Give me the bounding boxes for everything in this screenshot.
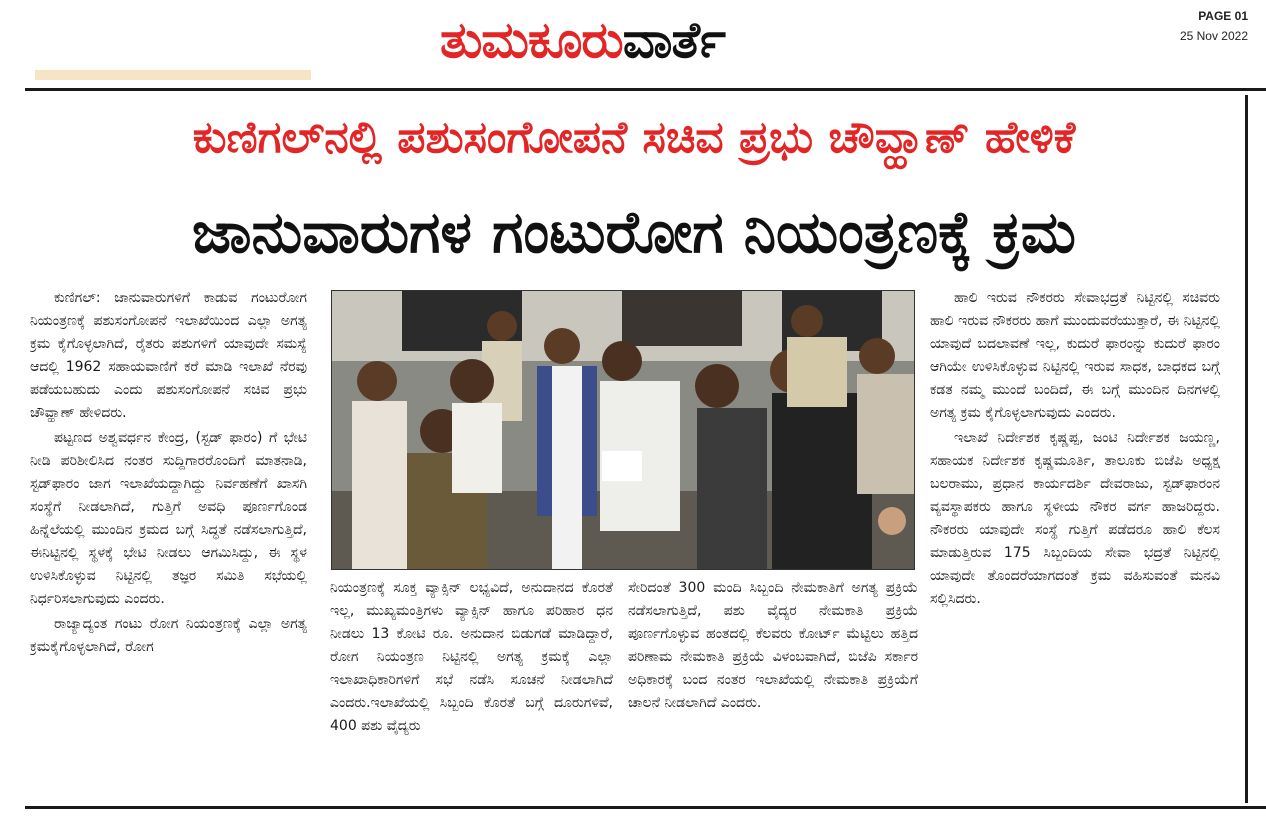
paragraph: ಸೇರಿದಂತೆ 300 ಮಂದಿ ಸಿಬ್ಬಂದಿ ನೇಮಕಾತಿಗೆ ಅಗತ್ಯ ಪ್ರಕ್ರಿಯೆ ನಡೆಸಲಾಗುತ್ತಿದೆ, ಪಶು ವೈದ್ಯರ ನೇಮಕಾತಿ ಪ್ರಕ್ರಿಯೆ ಪೂರ್ಣಗೊಳ್ಳುವ ಹಂತದಲ್ಲಿ ಕೆಲವರು ಕೋರ್ಟ್ ಮೆಟ್ಟಿಲು ಹತ್ತಿದ ಪರಿಣಾಮ ನೇಮಕಾತಿ ಪ್ರಕ್ರಿಯೆ ವಿಳಂಬವಾಗಿದೆ, ಬಿಜೆಪಿ ಸರ್ಕಾರ ಅಧಿಕಾರಕ್ಕೆ ಬಂದ ನಂತರ ಇಲಾಖೆಯಲ್ಲಿ ನೇಮಕಾತಿ ಪ್ರಕ್ರಿಯೆಗೆ ಚಾಲನೆ ನೀಡಲಾಗಿದೆ ಎಂದರು. bbox=[628, 580, 918, 711]
newspaper-logo bbox=[440, 8, 830, 72]
article-kicker: ಕುಣಿಗಲ್‌ನಲ್ಲಿ ಪಶುಸಂಗೋಪನೆ ಸಚಿವ ಪ್ರಭು ಚೌವ್ಹಾಣ್ ಹೇಳಿಕೆ bbox=[192, 112, 1076, 163]
decorative-strip bbox=[35, 70, 311, 80]
article-column-3 bbox=[628, 577, 918, 802]
paragraph: ಕುಣಿಗಲ್: ಜಾನುವಾರುಗಳಿಗೆ ಕಾಡುವ ಗಂಟುರೋಗ ನಿಯಂತ್ರಣಕ್ಕೆ ಪಶುಸಂಗೋಪನೆ ಇಲಾಖೆಯಿಂದ ಎಲ್ಲಾ ಅಗತ್ಯ ಕ್ರಮ ಕೈಗೊಳ್ಳಲಾಗಿದೆ, ರೈತರು ಪಶುಗಳಿಗೆ ಯಾವುದೇ ಸಮಸ್ಯೆ ಆದಲ್ಲಿ 1962 ಸಹಾಯವಾಣಿಗೆ ಕರೆ ಮಾಡಿ ಇಲಾಖೆ ನೆರವು ಪಡೆಯಬಹುದು ಎಂದು ಪಶುಸಂಗೋಪನೆ ಸಚಿವ ಪ್ರಭು ಚೌವ್ಹಾಣ್ ಹೇಳಿದರು. bbox=[30, 290, 307, 421]
right-border-rule bbox=[1245, 95, 1248, 803]
header-divider bbox=[25, 88, 1266, 91]
page-info bbox=[1180, 6, 1248, 46]
article-column-2 bbox=[330, 577, 613, 802]
paragraph: ಪಟ್ಟಣದ ಅಶ್ವವರ್ಧನ ಕೇಂದ್ರ, (ಸ್ಟಡ್ ಫಾರಂ) ಗೆ ಭೇಟಿ ನೀಡಿ ಪರಿಶೀಲಿಸಿದ ನಂತರ ಸುದ್ದಿಗಾರರೊಂದಿಗೆ ಮಾತನಾಡಿ, ಸ್ಟಡ್‌ಫಾರಂ ಜಾಗ ಇಲಾಖೆಯದ್ದಾಗಿದ್ದು ನಿರ್ವಹಣೆಗೆ ಖಾಸಗಿ ಸಂಸ್ಥೆಗೆ ನೀಡಲಾಗಿದೆ, ಗುತ್ತಿಗೆ ಅವಧಿ ಪೂರ್ಣಗೊಂಡ ಹಿನ್ನೆಲೆಯಲ್ಲಿ ಮುಂದಿನ ಕ್ರಮದ ಬಗ್ಗೆ ಸಿದ್ಧತೆ ನಡೆಸಲಾಗುತ್ತಿದೆ, ಈನಿಟ್ಟಿನಲ್ಲಿ ಸ್ಥಳಕ್ಕೆ ಭೇಟಿ ನೀಡಲು ಆಗಮಿಸಿದ್ದು, ಈ ಸ್ಥಳ ಉಳಿಸಿಕೊಳ್ಳುವ ನಿಟ್ಟಿನಲ್ಲಿ ತಜ್ಞರ ಸಮಿತಿ ಸಭೆಯಲ್ಲಿ ನಿರ್ಧರಿಸಲಾಗುವುದು ಎಂದರು. bbox=[30, 430, 307, 607]
group-photo-illustration bbox=[332, 291, 914, 569]
paragraph: ರಾಜ್ಯಾದ್ಯಂತ ಗಂಟು ರೋಗ ನಿಯಂತ್ರಣಕ್ಕೆ ಎಲ್ಲಾ ಅಗತ್ಯ ಕ್ರಮಕೈಗೊಳ್ಳಲಾಗಿದೆ, ರೋಗ bbox=[30, 616, 307, 655]
article-headline: ಜಾನುವಾರುಗಳ ಗಂಟುರೋಗ ನಿಯಂತ್ರಣಕ್ಕೆ ಕ್ರಮ bbox=[192, 198, 1076, 266]
article-column-1 bbox=[30, 287, 307, 787]
footer-divider bbox=[25, 806, 1266, 809]
paragraph: ನಿಯಂತ್ರಣಕ್ಕೆ ಸೂಕ್ತ ವ್ಯಾಕ್ಸಿನ್ ಲಭ್ಯವಿದೆ, ಅನುದಾನದ ಕೊರತೆ ಇಲ್ಲ, ಮುಖ್ಯಮಂತ್ರಿಗಳು ವ್ಯಾಕ್ಸಿನ್ ಹಾಗೂ ಪರಿಹಾರ ಧನ ನೀಡಲು 13 ಕೋಟಿ ರೂ. ಅನುದಾನ ಬಿಡುಗಡೆ ಮಾಡಿದ್ದಾರೆ, ರೋಗ ನಿಯಂತ್ರಣ ನಿಟ್ಟಿನಲ್ಲಿ ಅಗತ್ಯ ಕ್ರಮಕ್ಕೆ ಎಲ್ಲಾ ಇಲಾಖಾಧಿಕಾರಿಗಳಿಗೆ ಸಭೆ ನಡೆಸಿ ಸೂಚನೆ ನೀಡಲಾಗಿದೆ ಎಂದರು.ಇಲಾಖೆಯಲ್ಲಿ ಸಿಬ್ಬಂದಿ ಕೊರತೆ ಬಗ್ಗೆ ದೂರುಗಳಿವೆ, 400 ಪಶು ವೈದ್ಯರು bbox=[330, 580, 613, 734]
paragraph: ಇಲಾಖೆ ನಿರ್ದೇಶಕ ಕೃಷ್ಣಪ್ಪ, ಜಂಟಿ ನಿರ್ದೇಶಕ ಜಯಣ್ಣ, ಸಹಾಯಕ ನಿರ್ದೇಶಕ ಕೃಷ್ಣಮೂರ್ತಿ, ತಾಲೂಕು ಬಿಜೆಪಿ ಅಧ್ಯಕ್ಷ ಬಲರಾಮು, ಪ್ರಧಾನ ಕಾರ್ಯದರ್ಶಿ ದೇವರಾಜು, ಸ್ಟಡ್‌ಫಾರಂನ ವ್ಯವಸ್ಥಾಪಕರು ಹಾಗೂ ಸ್ಥಳೀಯ ನೌಕರ ವರ್ಗ ಹಾಜರಿದ್ದರು. ನೌಕರರು ಯಾವುದೇ ಸಂಸ್ಥೆ ಗುತ್ತಿಗೆ ಪಡೆದರೂ ಹಾಲಿ ಕೆಲಸ ಮಾಡುತ್ತಿರುವ 175 ಸಿಬ್ಬಂದಿಯ ಸೇವಾ ಭದ್ರತೆ ನಿಟ್ಟಿನಲ್ಲಿ ಯಾವುದೇ ತೊಂದರೆಯಾಗದಂತೆ ಕ್ರಮ ವಹಿಸುವಂತೆ ಮನವಿ ಸಲ್ಲಿಸಿದರು. bbox=[930, 430, 1220, 607]
masthead bbox=[0, 0, 1266, 88]
logo-part-black: ವಾರ್ತೆ bbox=[622, 11, 725, 69]
paragraph: ಹಾಲಿ ಇರುವ ನೌಕರರು ಸೇವಾಭದ್ರತೆ ನಿಟ್ಟಿನಲ್ಲಿ ಸಚಿವರು ಹಾಲಿ ಇರುವ ನೌಕರರು ಹಾಗೆ ಮುಂದುವರೆಯುತ್ತಾರೆ, ಈ ನಿಟ್ಟಿನಲ್ಲಿ ಯಾವುದೆ ಬದಲಾವಣೆ ಇಲ್ಲ, ಕುದುರೆ ಫಾರಂನ್ನು ಕುದುರೆ ಫಾರಂ ಆಗಿಯೇ ಉಳಿಸಿಕೊಳ್ಳುವ ನಿಟ್ಟಿನಲ್ಲಿ ಇರುವ ಸಾಧಕ, ಬಾಧಕದ ಬಗ್ಗೆ ಕಡತ ನಮ್ಮ ಮುಂದೆ ಬಂದಿದೆ, ಈ ಬಗ್ಗೆ ಮುಂದಿನ ದಿನಗಳಲ್ಲಿ ಅಗತ್ಯ ಕ್ರಮ ಕೈಗೊಳ್ಳಲಾಗುವುದು ಎಂದರು. bbox=[930, 290, 1220, 421]
logo-part-red: ತುಮಕೂರು bbox=[440, 11, 623, 69]
edition-date: 25 Nov 2022 bbox=[1179, 29, 1248, 43]
article-column-4 bbox=[930, 287, 1220, 792]
news-photo bbox=[331, 290, 915, 570]
page-number: PAGE 01 bbox=[1198, 9, 1248, 23]
